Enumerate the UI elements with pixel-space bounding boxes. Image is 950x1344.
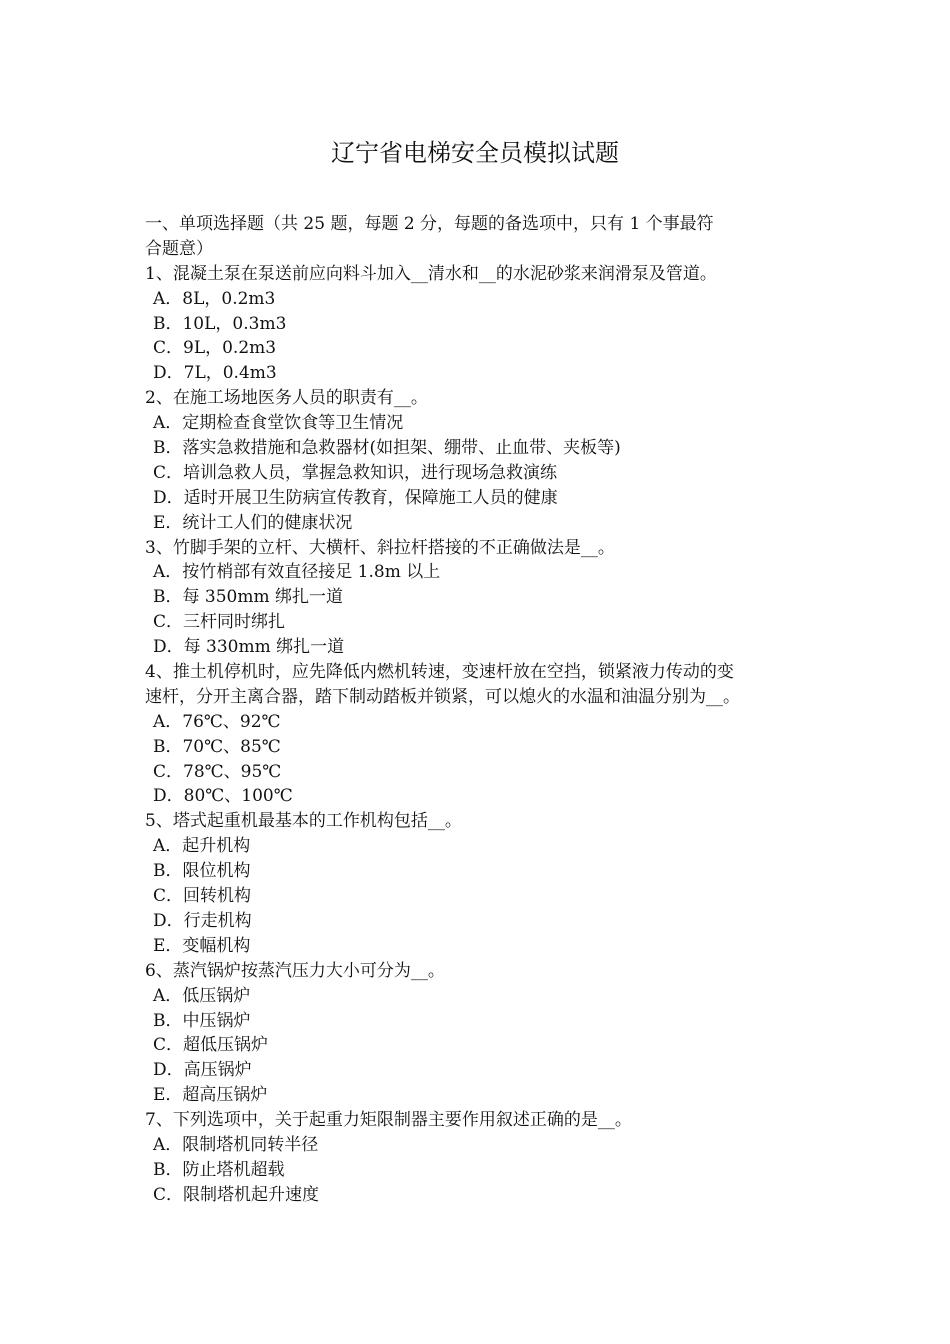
option-d: D．7L，0.4m3 — [153, 363, 277, 384]
section-intro-line-1: 一、单项选择题（共 25 题，每题 2 分，每题的备选项中，只有 1 个事最符 — [145, 214, 714, 234]
option-d: D．每 330mm 绑扎一道 — [153, 637, 345, 658]
option-a: A．8L，0.2m3 — [153, 288, 276, 309]
option-d: D．高压锅炉 — [153, 1060, 252, 1081]
option-d: D．80℃、100℃ — [153, 786, 293, 807]
option-c: C．三杆同时绑扎 — [153, 612, 286, 633]
option-a: A．起升机构 — [153, 836, 251, 857]
question-stem: 3、竹脚手架的立杆、大横杆、斜拉杆搭接的不正确做法是__。 — [145, 537, 615, 558]
option-c: C．培训急救人员，掌握急救知识，进行现场急救演练 — [153, 462, 558, 483]
option-e: E．超高压锅炉 — [153, 1085, 268, 1106]
question-2 — [145, 386, 810, 535]
question-stem: 6、蒸汽锅炉按蒸汽压力大小可分为__。 — [145, 960, 445, 981]
question-stem-line-1: 4、推土机停机时，应先降低内燃机转速，变速杆放在空挡，锁紧液力传动的变 — [145, 662, 734, 683]
option-b: B．落实急救措施和急救器材(如担架、绷带、止血带、夹板等) — [153, 438, 621, 459]
question-7 — [145, 1108, 810, 1208]
option-b: B．每 350mm 绑扎一道 — [153, 587, 343, 608]
option-c: C．超低压锅炉 — [153, 1035, 269, 1056]
page-title: 辽宁省电梯安全员模拟试题 — [331, 139, 619, 167]
option-b: B．10L，0.3m3 — [153, 313, 287, 334]
question-1 — [145, 262, 810, 386]
option-a: A．按竹梢部有效直径接足 1.8m 以上 — [153, 562, 441, 583]
option-d: D．行走机构 — [153, 910, 252, 931]
question-list — [145, 212, 810, 1208]
option-c: C．78℃、95℃ — [153, 761, 282, 782]
option-b: B．限位机构 — [153, 861, 251, 882]
option-a: A．低压锅炉 — [153, 985, 251, 1006]
option-a: A．76℃、92℃ — [153, 711, 281, 732]
question-stem-line-2: 速杆，分开主离合器，踏下制动踏板并锁紧，可以熄火的水温和油温分别为__。 — [145, 686, 740, 707]
option-a: A．限制塔机同转半径 — [153, 1134, 319, 1155]
option-b: B．中压锅炉 — [153, 1010, 251, 1031]
option-b: B．70℃、85℃ — [153, 736, 281, 757]
option-e: E．变幅机构 — [153, 935, 251, 956]
option-e: E．统计工人们的健康状况 — [153, 512, 353, 533]
option-c: C．限制塔机起升速度 — [153, 1184, 320, 1205]
question-6 — [145, 959, 810, 1108]
option-c: C．回转机构 — [153, 886, 252, 907]
question-5 — [145, 809, 810, 958]
question-stem: 7、下列选项中，关于起重力矩限制器主要作用叙述正确的是__。 — [145, 1110, 632, 1131]
section-intro-line-2: 合题意） — [145, 238, 213, 259]
option-a: A．定期检查食堂饮食等卫生情况 — [153, 413, 404, 434]
question-stem: 1、混凝土泵在泵送前应向料斗加入__清水和__的水泥砂浆来润滑泵及管道。 — [145, 263, 717, 284]
option-b: B．防止塔机超载 — [153, 1159, 285, 1180]
option-d: D．适时开展卫生防病宣传教育，保障施工人员的健康 — [153, 487, 558, 508]
question-4 — [145, 660, 810, 809]
question-stem: 2、在施工场地医务人员的职责有__。 — [145, 388, 428, 409]
option-c: C．9L，0.2m3 — [153, 338, 277, 359]
question-stem: 5、塔式起重机最基本的工作机构包括__。 — [145, 811, 462, 832]
question-3 — [145, 536, 810, 660]
